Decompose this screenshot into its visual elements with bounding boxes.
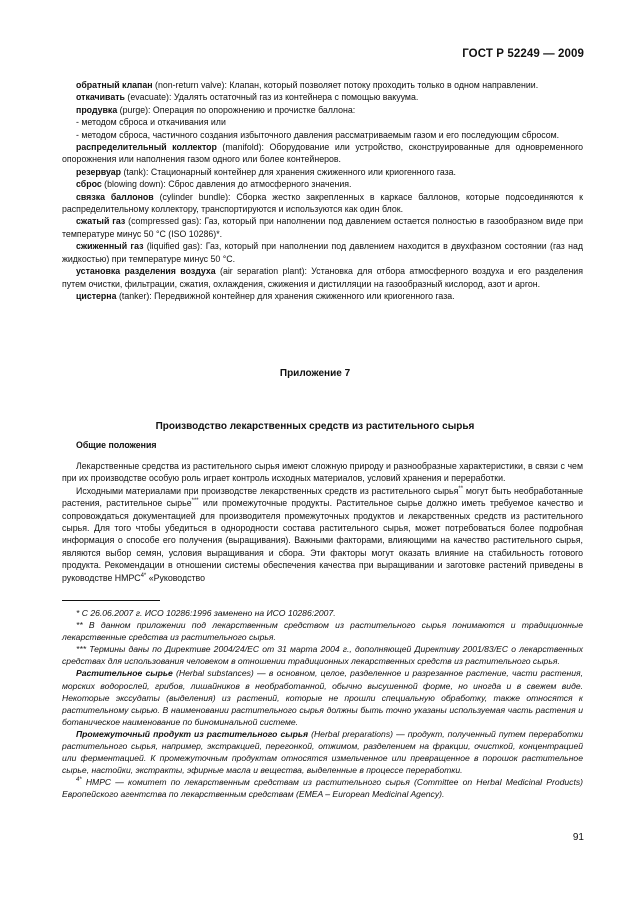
glossary-entry: цистерна (tanker): Передвижной контейнер для хранения сжиженного или криогенного газа. bbox=[76, 290, 455, 301]
glossary-entry: сжиженный газ (liquified gas): Газ, который при наполнении под давлением находится в двухфазном состоянии (газ над жидкостью) при температуре минус 50 °С. bbox=[62, 241, 583, 264]
glossary-entry: откачивать (evacuate): Удалять остаточный газ из контейнера с помощью вакуума. bbox=[76, 92, 419, 103]
section-subheading: Общие положения bbox=[76, 440, 157, 450]
page-number: 91 bbox=[572, 832, 584, 843]
footnote: Растительное сырье (Herbal substances) — в основном, целое, разделенное и разрезанное растение, части растения, морских водорослей, грибов, лишайников в необработанной, обычно высушенной форме, но иногда и в свежем виде. Некоторые экссудаты (выделения) из растений, которые не прошли специальную обработку, также относятся к растительному сырью. В наименовании растительного сырья должны быть точно указаны используемая часть растения и ботаническое наименование по биноминальной системе. bbox=[62, 668, 583, 727]
appendix-title: Производство лекарственных средств из растительного сырья bbox=[155, 421, 475, 432]
appendix-label: Приложение 7 bbox=[279, 368, 351, 379]
glossary-entry: сжатый газ (compressed gas): Газ, который при наполнении под давлением остается полностью в газообразном виде при температуре минус 50 °С (ISO 10286)*. bbox=[62, 216, 584, 239]
glossary-entry: продувка (purge): Операция по опорожнению и прочистке баллона: bbox=[76, 104, 356, 115]
footnote: ** В данном приложении под лекарственным средством из растительного сырья понимаются и традиционные лекарственные средства из растительного сырья. bbox=[62, 620, 583, 643]
footnote-divider bbox=[62, 600, 160, 601]
glossary-section bbox=[62, 79, 583, 302]
glossary-list-item: - методом сброса и откачивания или bbox=[76, 117, 226, 128]
footnotes bbox=[62, 607, 583, 801]
paragraph: Исходными материалами при производстве лекарственных средств из растительного сырья** могут быть необработанные растения, растительное сырье*** или промежуточные продукты. Растительное сырье должно иметь требуемое качество и сопровождаться документацией для производителя промежуточных продуктов и лекарственных средств из растительного сырья. Для того чтобы убедиться в однородности состава растительного сырья, может потребоваться более подробная информация о способе его получения (выращивания). Важными факторами, влияющими на качество растительного сырья, являются выбор семян, условия выращивания и сбора. Эти факторы могут оказать влияние на стабильность готового продукта. Рекомендации в отношении системы обеспечения качества при выращивании и заготовке растений приведены в руководстве $НМРС^{4*}$ «Руководство bbox=[62, 485, 583, 583]
standard-code-header: ГОСТ Р 52249 — 2009 bbox=[462, 48, 584, 60]
appendix-body bbox=[62, 460, 583, 584]
footnote: *** Термины даны по Директиве 2004/24/ЕС от 31 марта 2004 г., дополняющей Директиву 2001/83/ЕС о лекарственных средствах для использования человеком в отношении традиционных лекарственных средств из растительного сырья. bbox=[62, 644, 583, 667]
glossary-entry: связка баллонов (cylinder bundle): Сборка жестко закрепленных в каркасе баллонов, которые подсоединяются к распределительному коллектору, транспортируются и используются как один блок. bbox=[62, 191, 583, 215]
glossary-entry: распределительный коллектор (manifold): Оборудование или устройство, сконструированные для одновременного опорожнения или наполнения газом одного или более контейнеров. bbox=[62, 142, 583, 165]
paragraph: Лекарственные средства из растительного сырья имеют сложную природу и разнообразные характеристики, в связи с чем при их производстве особую роль играет контроль исходных материалов, условий хранения и переработки. bbox=[62, 461, 583, 484]
footnote: * С 26.06.2007 г. ИСО 10286:1996 заменено на ИСО 10286:2007. bbox=[76, 608, 336, 618]
glossary-entry: обратный клапан (non-return valve): Клапан, который позволяет потоку проходить только в одном направлении. bbox=[76, 80, 539, 90]
glossary-list-item: - методом сброса, частичного создания избыточного давления рассматриваемым газом и его последующим сбросом. bbox=[76, 129, 560, 140]
glossary-entry: сброс (blowing down): Сброс давления до атмосферного значения. bbox=[76, 179, 352, 190]
glossary-entry: резервуар (tank): Стационарный контейнер для хранения сжиженного или криогенного газа. bbox=[76, 166, 456, 177]
footnote: Промежуточный продукт из растительного сырья (Herbal preparations) — продукт, полученный путем переработки растительного сырья, например, экстракцией, перегонкой, отжимом, разделением на фракции, очисткой, концентрацией или ферментацией. К промежуточным продуктам относятся измельченное или превращенное в порошок растительное сырье, настойки, экстракты, эфирные масла и вещества, выделенные в процессе переработки. bbox=[62, 728, 583, 776]
glossary-entry: установка разделения воздуха (air separation plant): Установка для отбора атмосферного воздуха и его разделения путем очистки, фильтрации, сжатия, охлаждения, сжижения и дистилляции на газообразный кислород, азот и аргон. bbox=[62, 266, 583, 289]
footnote: $^{4*}$ НМРС — комитет по лекарственным средствам из растительного сырья (Committee on Herbal Medicinal Products) Европейского агентства по лекарственным средствам (EMEA – European Medicinal Agency). bbox=[62, 777, 583, 800]
